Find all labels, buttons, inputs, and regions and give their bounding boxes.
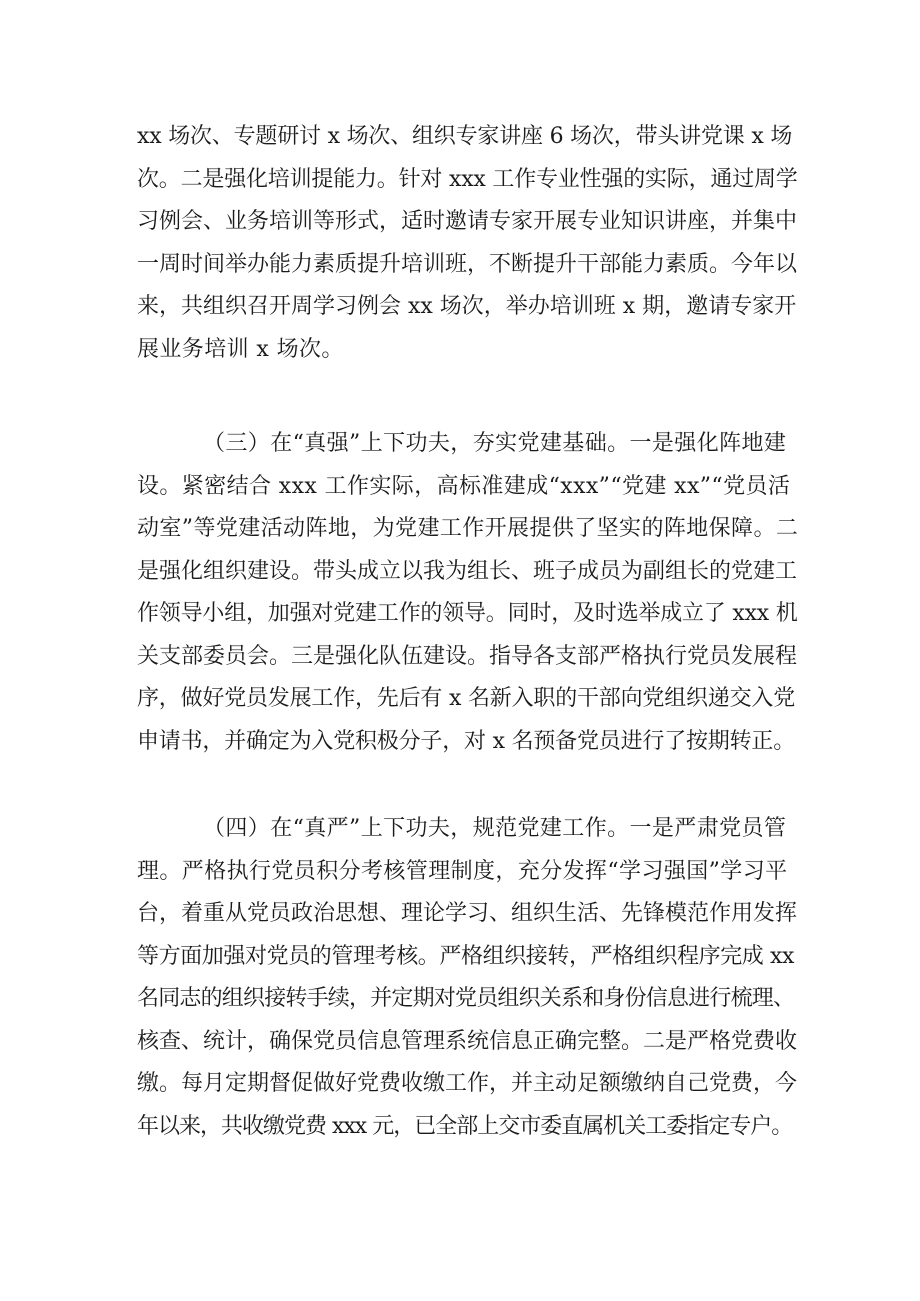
paragraph-section-four <box>137 808 797 1148</box>
text-line: 是强化组织建设。带头成立以我为组长、班子成员为副组长的党建工 <box>137 558 798 584</box>
text-line: 次。二是强化培训提能力。针对 xxx 工作专业性强的实际，通过周学 <box>137 166 798 192</box>
text-line: xx 场次、专题研讨 x 场次、组织专家讲座 6 场次，带头讲党课 x 场 <box>137 124 793 149</box>
text-line: 设。紧密结合 xxx 工作实际，高标准建成“xxx”“党建 xx”“党员活 <box>137 473 791 499</box>
text-line: （四）在“真严”上下功夫，规范党建工作。一是严肃党员管 <box>203 816 787 841</box>
text-line: 核查、统计，确保党员信息管理系统信息正确完整。二是严格党费收 <box>137 1028 798 1054</box>
text-line: （三）在“真强”上下功夫，夯实党建基础。一是强化阵地建 <box>203 431 787 456</box>
text-line: 年以来，共收缴党费 xxx 元，已全部上交市委直属机关工委指定专户。 <box>137 1113 793 1139</box>
text-line: 展业务培训 x 场次。 <box>137 336 344 362</box>
text-line: 等方面加强对党员的管理考核。严格组织接转，严格组织程序完成 xx <box>137 943 795 969</box>
text-line: 名同志的组织接转手续，并定期对党员组织关系和身份信息进行梳理、 <box>137 986 795 1011</box>
text-line: 习例会、业务培训等形式，适时邀请专家开展专业知识讲座，并集中 <box>137 209 798 234</box>
text-line: 申请书，并确定为入党积极分子，对 x 名预备党员进行了按期转正。 <box>137 728 795 754</box>
text-line: 序，做好党员发展工作，先后有 x 名新入职的干部向党组织递交入党 <box>137 686 795 711</box>
text-line: 关支部委员会。三是强化队伍建设。指导各支部严格执行党员发展程 <box>137 643 798 669</box>
text-line: 一周时间举办能力素质提升培训班，不断提升干部能力素质。今年以 <box>137 251 798 277</box>
text-line: 缴。每月定期督促做好党费收缴工作，并主动足额缴纳自己党费，今 <box>137 1071 798 1096</box>
text-line: 台，着重从党员政治思想、理论学习、组织生活、先锋模范作用发挥 <box>137 901 798 926</box>
text-line: 来，共组织召开周学习例会 xx 场次，举办培训班 x 期，邀请专家开 <box>137 294 797 319</box>
text-line: 动室”等党建活动阵地，为党建工作开展提供了坚实的阵地保障。二 <box>137 516 799 541</box>
paragraph-training-continued <box>137 116 797 371</box>
text-line: 作领导小组，加强对党建工作的领导。同时，及时选举成立了 xxx 机 <box>137 601 798 626</box>
text-line: 理。严格执行党员积分考核管理制度，充分发挥“学习强国”学习平 <box>137 858 788 884</box>
paragraph-section-three <box>137 423 797 763</box>
